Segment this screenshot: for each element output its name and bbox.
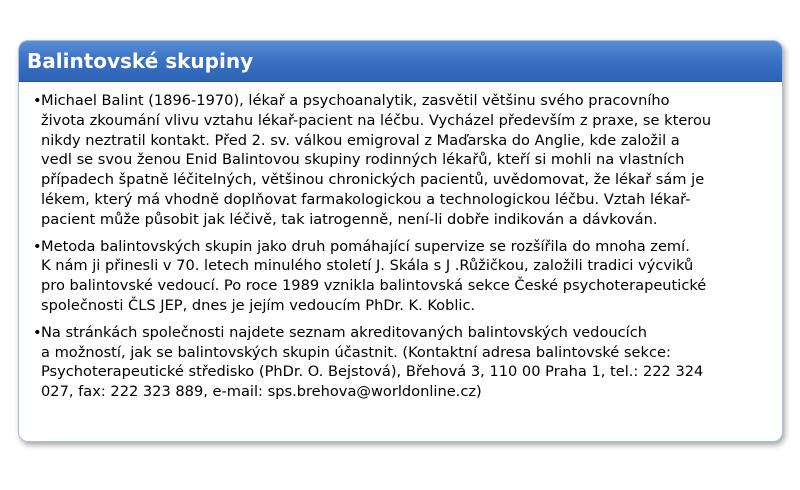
bullet-text-line: Metoda balintovských skupin jako druh pomáhající supervize se rozšířila do mnoha zemí. [41,237,690,255]
bullet-item-method-spread [33,237,772,316]
slide-card [18,40,783,442]
bullet-text-line: Na stránkách společnosti najdete seznam akreditovaných balintovských vedoucích [41,323,647,341]
bullet-text-line: pacient může působit jak léčivě, tak iatrogenně, není-li dobře indikován a dávkován. [41,210,658,228]
bullet-text-line: života zkoumání vlivu vztahu lékař-pacient na léčbu. Vycházel především z praxe, se kterou [41,111,712,129]
slide-title: Balintovské skupiny [27,49,254,73]
bullet-text-line: Psychoterapeutické středisko (PhDr. O. Bejstová), Břehová 3, 110 00 Praha 1, tel.: 222 324 [41,363,704,381]
bullet-text-line: společnosti ČLS JEP, dnes je jejím vedoucím PhDr. K. Koblic. [41,296,476,314]
bullet-text-line: a možností, jak se balintovských skupin účastnit. (Kontaktní adresa balintovské sekce: [41,343,671,361]
slide-header [19,41,782,82]
slide-body [19,82,782,402]
bullet-dot: • [33,237,42,255]
bullet-text-line: Michael Balint (1896-1970), lékař a psychoanalytik, zasvětil většinu svého pracovního [41,92,670,109]
bullet-text-line: lékem, který má vhodně doplňovat farmakologickou a technologickou léčbu. Vztah lékař- [41,190,691,208]
bullet-text-line: pro balintovské vedoucí. Po roce 1989 vznikla balintovská sekce České psychoterapeutické [41,277,707,295]
bullet-dot: • [33,323,42,341]
bullet-item-contact-info [33,323,772,402]
bullet-text-line: případech špatně léčitelných, většinou chronických pacientů, uvědomovat, že lékař sám je [41,171,705,189]
bullet-text-line: K nám ji přinesli v 70. letech minulého století J. Skála s J .Růžičkou, založili tradici výcviků [41,257,694,275]
bullet-text-line: nikdy neztratil kontakt. Před 2. sv. válkou emigroval z Maďarska do Anglie, kde založil a [41,131,680,149]
bullet-text-line: 027, fax: 222 323 889, e-mail: sps.brehova@worldonline.cz) [41,383,482,401]
bullet-item-balint-biography [33,91,772,230]
bullet-text-line: vedl se svou ženou Enid Balintovou skupiny rodinných lékařů, kteří si mohli na vlastních [41,151,685,169]
bullet-dot: • [33,92,42,109]
